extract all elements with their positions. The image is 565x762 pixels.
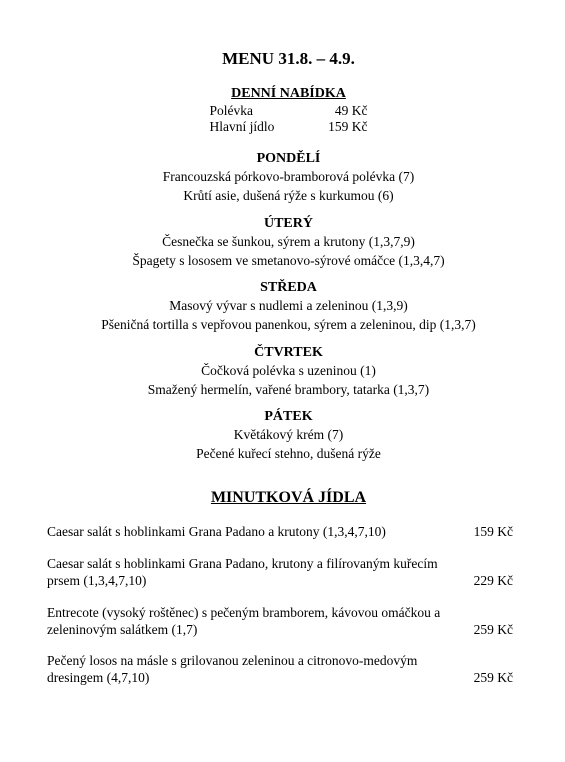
minute-meal-item xyxy=(47,653,513,686)
day-section-friday xyxy=(0,407,565,463)
dish-line: Pečené kuřecí stehno, dušená rýže xyxy=(196,445,381,461)
dish-line: Pšeničná tortilla s vepřovou panenkou, sýrem a zeleninou, dip (1,3,7) xyxy=(101,316,476,332)
minute-meal-price: 259 Kč xyxy=(473,621,513,637)
daily-offer-label: Polévka xyxy=(209,103,253,118)
dish-line: Květákový krém (7) xyxy=(233,427,344,442)
minute-meal-description: Caesar salát s hoblinkami Grana Padano, krutony a filírovaným kuřecím prsem (1,3,4,7,10) xyxy=(47,556,438,588)
menu-title: MENU 31.8. – 4.9. xyxy=(222,49,355,68)
daily-offer-price: 159 Kč xyxy=(328,118,368,134)
minute-meal-price: 259 Kč xyxy=(473,669,513,685)
minute-meal-item xyxy=(47,556,513,589)
day-section-tuesday xyxy=(0,214,565,270)
day-section-monday xyxy=(0,149,565,205)
day-heading: STŘEDA xyxy=(260,280,317,295)
dish-line: Čočková polévka s uzeninou (1) xyxy=(201,363,376,378)
minute-meal-price: 159 Kč xyxy=(473,524,513,539)
minute-meal-item xyxy=(47,605,513,638)
day-section-thursday xyxy=(0,343,565,399)
day-heading: PONDĚLÍ xyxy=(256,151,321,166)
day-section-wednesday xyxy=(0,278,565,334)
dish-line: Krůtí asie, dušená rýže s kurkumou (6) xyxy=(183,187,394,203)
minute-meals-heading: MINUTKOVÁ JÍDLA xyxy=(210,489,367,506)
minute-meal-description: Caesar salát s hoblinkami Grana Padano a krutony (1,3,4,7,10) xyxy=(47,524,386,539)
daily-offer-label: Hlavní jídlo xyxy=(209,118,275,134)
day-heading: ČTVRTEK xyxy=(254,345,323,360)
daily-offer-row xyxy=(0,103,565,119)
daily-offer-price: 49 Kč xyxy=(334,103,368,118)
dish-line: Špagety s lososem ve smetanovo-sýrové omáčce (1,3,4,7) xyxy=(132,252,445,268)
day-heading: ÚTERÝ xyxy=(263,216,313,231)
daily-offer-heading: DENNÍ NABÍDKA xyxy=(231,86,346,101)
minute-meal-item xyxy=(47,524,513,541)
daily-offer-section xyxy=(0,84,565,134)
dish-line: Smažený hermelín, vařené brambory, tatarka (1,3,7) xyxy=(147,381,430,397)
dish-line: Masový vývar s nudlemi a zeleninou (1,3,9) xyxy=(169,298,408,313)
minute-meal-price: 229 Kč xyxy=(473,572,513,588)
minute-meal-description: Entrecote (vysoký roštěnec) s pečeným bramborem, kávovou omáčkou a zeleninovým salátkem (1,7) xyxy=(47,605,441,637)
minute-meal-description: Pečený losos na másle s grilovanou zeleninou a citronovo-medovým dresingem (4,7,10) xyxy=(47,653,418,685)
daily-offer-row xyxy=(0,119,565,135)
dish-line: Francouzská pórkovo-bramborová polévka (7) xyxy=(162,169,415,184)
day-heading: PÁTEK xyxy=(264,409,313,424)
dish-line: Česnečka se šunkou, sýrem a krutony (1,3,7,9) xyxy=(162,234,415,249)
